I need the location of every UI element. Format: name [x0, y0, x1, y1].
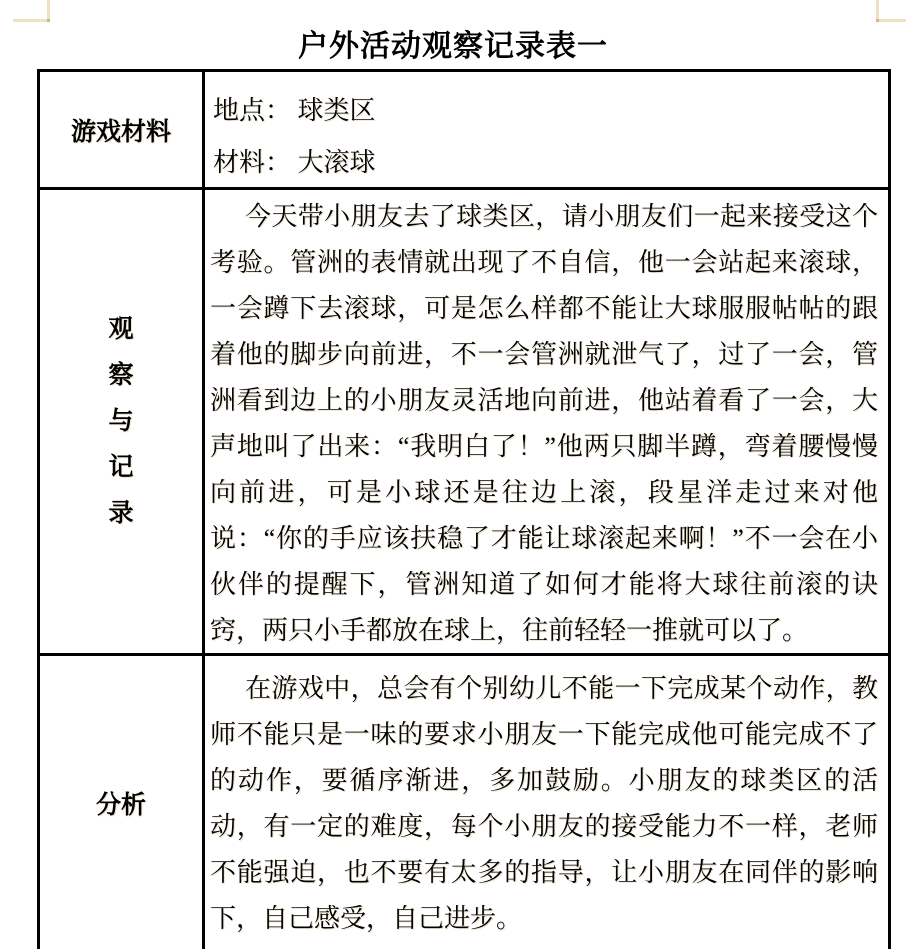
observation-label-char-4: 记: [108, 453, 134, 481]
row-label-game-materials: [40, 72, 205, 190]
game-materials-label: 游戏材料: [70, 118, 171, 146]
observation-record-content: [205, 190, 888, 656]
crop-mark-top-right-corner: [876, 19, 879, 22]
material-line: 材料： 大滚球: [213, 148, 376, 177]
row-label-observation-record: [40, 190, 205, 656]
location-line: 地点： 球类区: [213, 96, 376, 125]
analysis-paragraph: 在游戏中，总会有个别幼儿不能一下完成某个动作，教师不能只是一味的要求小朋友一下能完成他可能完成不了的动作，要循序渐进，多加鼓励。小朋友的球类区的活动，有一定的难度，每个小朋友的接受能力不一样，老师不能强迫，也不要有太多的指导，让小朋友在同伴的影响下，自己感受，自己进步。: [210, 674, 878, 933]
game-materials-content: [205, 72, 888, 190]
observation-paragraph: 今天带小朋友去了球类区，请小朋友们一起来接受这个考验。管洲的表情就出现了不自信，他一会站起来滚球，一会蹲下去滚球，可是怎么样都不能让大球服服帖帖的跟着他的脚步向前进，不一会管洲就泄气了，过了一会，管洲看到边上的小朋友灵活地向前进，他站着看了一会，大声地叫了出来：“我明白了！”他两只脚半蹲，弯着腰慢慢向前进，可是小球还是往边上滚，段星洋走过来对他说：“你的手应该扶稳了才能让球滚起来啊！”不一会在小伙伴的提醒下，管洲知道了如何才能将大球往前滚的诀窍，两只小手都放在球上，往前轻轻一推就可以了。: [210, 202, 878, 645]
analysis-content: [205, 656, 888, 949]
page-title: 户外活动观察记录表一: [298, 30, 608, 63]
observation-label-char-2: 察: [108, 361, 134, 389]
crop-mark-top-left-corner: [47, 19, 50, 22]
observation-record-table: [37, 69, 891, 949]
crop-mark-top-left-horizontal: [13, 19, 47, 22]
crop-mark-top-right-horizontal: [879, 19, 906, 22]
analysis-label: 分析: [95, 791, 146, 819]
observation-label-char-5: 录: [108, 499, 134, 527]
observation-label-char-1: 观: [108, 315, 134, 343]
row-label-analysis: [40, 656, 205, 949]
observation-label-char-3: 与: [108, 407, 134, 435]
